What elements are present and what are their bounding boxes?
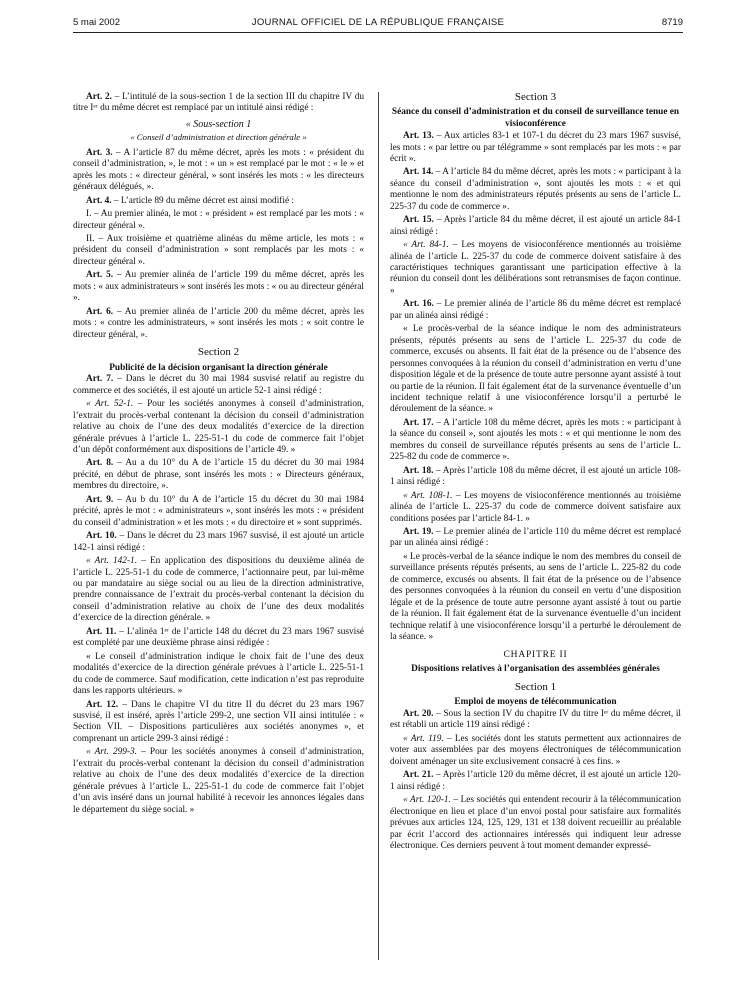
article-number: Art. 14.: [403, 167, 434, 178]
article-ref: « Art. 52-1.: [86, 399, 134, 410]
section-heading: Section 2: [197, 346, 240, 359]
article-text: – En application des dispositions du deuxième alinéa de l’article L. 225-51-1 du code de commerce, l’actionnaire peut, par lui-même ou par mandataire au siège social ou au lieu de la direction administrative, prendre connaissance de l’extrait du procès-verbal contenant la décision du conseil d’administration relative au choix de l’une des deux modalités d’exercice de la direction générale. »: [73, 556, 364, 624]
left-column: [73, 92, 364, 972]
article-paragraph: [73, 374, 364, 397]
article-text: – Dans le décret du 23 mars 1967 susvisé, il est ajouté un article 142-1 ainsi rédigé :: [73, 531, 364, 553]
article-text: – Pour les sociétés anonymes à conseil d’administration, l’extrait du procès-verbal contenant la décision du conseil d’administration relative au choix de l’une des deux modalités d’exercice de la direction générale prévues à l’article L. 225-51-1 du code de commerce fait l’objet d’un avis inséré dans un journal habilité à recevoir les annonces légales dans le département du siège social. »: [73, 747, 364, 815]
article-paragraph: [390, 131, 681, 165]
quoted-article: [73, 747, 364, 816]
chapter-heading: CHAPITRE II: [503, 649, 568, 660]
article-ref: « Art. 142-1.: [86, 556, 138, 567]
article-paragraph: [73, 92, 364, 115]
article-text: – Au a du 10° du A de l’article 15 du décret du 30 mai 1984 précité, en début de phrase, sont insérés les mots : « Directeurs généraux, membres du directoire, ».: [73, 458, 364, 492]
article-paragraph: [73, 627, 364, 650]
page-header: [73, 17, 683, 31]
quoted-article: [390, 734, 681, 768]
article-text: – Après l’article 108 du même décret, il est ajouté un article 108-1 ainsi rédigé :: [390, 465, 681, 488]
article-ref: « Art. 119.: [403, 733, 444, 744]
article-text: – Pour les sociétés anonymes à conseil d’administration, l’extrait du procès-verbal contenant la décision du conseil d’administration relative au choix de l’une des deux modalités d’exercice de la direction générale prévues à l’article L. 225-51-1 du code de commerce fait l’objet d’un dépôt conformément aux dispositions de l’article 49. »: [73, 399, 364, 456]
section-title: Dispositions relatives à l’organisation des assemblées générales: [411, 663, 660, 674]
article-number: Art. 10.: [86, 531, 117, 542]
article-paragraph: [73, 196, 364, 207]
article-text: – A l’article 108 du même décret, après les mots : « participant à la séance du conseil », sont ajoutés les mots : « et qui mentionne le nom des membres du conseil de surveillance réputés présents au sens de l’article L. 225-82 du code de commerce ».: [390, 417, 681, 463]
article-number: Art. 5.: [86, 270, 114, 281]
article-text: – Les sociétés dont les statuts permettent aux actionnaires de voter aux assemblées par des moyens électroniques de télécommunication doivent aménager un site exclusivement consacré à ces fins. »: [390, 733, 681, 767]
article-paragraph: [390, 466, 681, 489]
article-text: – Au b du 10° du A de l’article 15 du décret du 30 mai 1984 précité, après le mot : « administrateurs », sont insérés les mots : « président du conseil d’administration » et les mots : « du directoire et » sont supprimés.: [73, 494, 364, 528]
article-text: – Sous la section IV du chapitre IV du titre Iᵉʳ du même décret, il est rétabli un article 119 ainsi rédigé :: [390, 709, 681, 731]
paragraph: « Le procès-verbal de la séance indique le nom des administrateurs présents, réputés présents au sens de l’article L. 225-37 du code de commerce, excusés ou absents. Il fait état de la présence ou de l’absence des personnes convoquées à la réunion du conseil d’administration en vertu d’une disposition légale et de la présence de toute autre personne ayant assisté à tout ou partie de la réunion. Il fait également état de la survenance éventuelle d’un incident technique relatif à une visioconférence lorsqu’il a perturbé le déroulement de la séance. »: [390, 324, 681, 415]
article-number: Art. 19.: [403, 527, 434, 537]
article-ref: « Art. 299-3.: [86, 747, 137, 758]
paragraph: « Le conseil d’administration indique le choix fait de l’une des deux modalités d’exercice de la direction générale prévues à l’article L. 225-51-1 du code de commerce. Sauf modification, cette indication n’est pas reproduite dans les rapports ultérieurs. »: [73, 651, 364, 697]
article-text: – A l’article 87 du même décret, après les mots : « président du conseil d’administration, », le mot : « un » est remplacé par le mot : « le » et après les mots : « directeur général, » sont insérés les mots : « les directeurs généraux délégués, ».: [73, 147, 364, 193]
article-paragraph: [390, 299, 681, 322]
article-number: Art. 3.: [86, 147, 113, 158]
journal-title: JOURNAL OFFICIEL DE LA RÉPUBLIQUE FRANÇAISE: [251, 17, 505, 28]
article-number: Art. 4.: [86, 195, 112, 206]
article-paragraph: [73, 495, 364, 529]
section-title: Séance du conseil d’administration et du conseil de surveillance tenue en visioconférence: [391, 107, 680, 130]
article-text: – Dans le chapitre VI du titre II du décret du 23 mars 1967 susvisé, il est inséré, après l’article 299-2, une section VII ainsi intitulée : « Section VII. – Dispositions particulières aux sociétés anonymes », et comprenant un article 299-3 ainsi rédigé :: [73, 699, 364, 744]
article-paragraph: [390, 770, 681, 793]
section-title: Publicité de la décision organisant la direction générale: [109, 362, 328, 373]
article-number: Art. 9.: [86, 494, 114, 505]
article-text: – Les moyens de visioconférence mentionnés au troisième alinéa de l’article L. 225-37 du code de commerce doivent satisfaire à des caractéristiques techniques garantissant une participation effective à la réunion du conseil dont les délibérations sont retransmises de façon continue. »: [390, 240, 681, 296]
section-heading: Section 3: [514, 92, 557, 103]
article-text: – A l’article 84 du même décret, après les mots : « participant à la séance du conseil d’administration », sont ajoutés les mots : « et qui mentionne le nom des administrateurs réputés présents au sens de l’article L. 225-37 du code de commerce ».: [390, 167, 681, 212]
article-number: Art. 13.: [403, 131, 434, 142]
article-number: Art. 8.: [86, 458, 114, 469]
article-text: – Le premier alinéa de l’article 86 du même décret est remplacé par un alinéa ainsi rédigé :: [390, 299, 681, 321]
article-text: – Les sociétés qui entendent recourir à la télécommunication électronique en lieu et place d’un envoi postal pour satisfaire aux formalités prévues aux articles 124, 125, 129, 131 et 138 doivent recueillir au préalable par écrit l’accord des actionnaires intéressés qui indiquent leur adresse électronique. Ces derniers peuvent à tout moment demander expressé-: [390, 795, 681, 852]
section-heading: Section 1: [514, 680, 557, 693]
article-number: Art. 7.: [86, 374, 114, 385]
article-paragraph: [390, 527, 681, 550]
quoted-article: [73, 399, 364, 456]
article-number: Art. 15.: [403, 215, 434, 226]
article-text: – Dans le décret du 30 mai 1984 susvisé relatif au registre du commerce et des sociétés, il est ajouté un article 52-1 ainsi rédigé :: [73, 374, 364, 396]
article-paragraph: [73, 148, 364, 194]
article-text: – Le premier alinéa de l’article 110 du même décret est remplacé par un alinéa ainsi rédigé :: [390, 527, 681, 549]
article-text: – Au premier alinéa de l’article 199 du même décret, après les mots : « aux administrateurs » sont insérés les mots : « ou au directeur général ».: [73, 270, 364, 304]
article-text: – Les moyens de visioconférence mentionnés au troisième alinéa de l’article L. 225-37 du code de commerce doivent satisfaire aux conditions posées par l’article 84-1. »: [390, 490, 681, 524]
article-text: – L’article 89 du même décret est ainsi modifié :: [111, 195, 294, 206]
column-divider: [378, 92, 379, 960]
quoted-article: [390, 795, 681, 852]
article-number: Art. 16.: [403, 299, 434, 310]
header-rule: [73, 32, 683, 33]
article-text: – Aux articles 83-1 et 107-1 du décret du 23 mars 1967 susvisé, les mots : « par lettre ou par télégramme » sont remplacés par les mots : « par écrit ».: [390, 131, 681, 164]
article-paragraph: [390, 167, 681, 213]
paragraph: « Le procès-verbal de la séance indique le nom des membres du conseil de surveillance présents réputés présents, au sens de l’article L. 225-82 du code de commerce, excusés ou absents. Il fait état de la présence ou de l’absence des personnes convoquées à la réunion du conseil en vertu d’une disposition légale et de la présence de toute autre personne ayant assisté à tout ou partie de la réunion. Il fait également état de la survenance éventuelle d’un incident technique relatif à une visioconférence lorsqu’il a perturbé le déroulement de la séance. »: [390, 551, 681, 643]
page-number: 8719: [661, 17, 683, 28]
article-number: Art. 6.: [86, 306, 114, 317]
paragraph: I. – Au premier alinéa, le mot : « président » est remplacé par les mots : « directeur général ».: [73, 209, 364, 231]
article-text: – Après l’article 120 du même décret, il est ajouté un article 120-1 ainsi rédigé :: [390, 770, 681, 792]
article-ref: « Art. 120-1.: [403, 795, 451, 806]
article-text: – Après l’article 84 du même décret, il est ajouté un article 84-1 ainsi rédigé :: [390, 215, 681, 237]
subsection-heading: « Sous-section 1: [185, 118, 252, 130]
article-paragraph: [390, 418, 681, 464]
article-ref: « Art. 108-1.: [403, 490, 453, 501]
article-paragraph: [73, 700, 364, 746]
article-number: Art. 20.: [403, 709, 434, 720]
article-number: Art. 11.: [86, 626, 117, 637]
article-number: Art. 12.: [86, 699, 119, 710]
article-paragraph: [390, 215, 681, 238]
article-paragraph: [73, 270, 364, 304]
article-ref: « Art. 84-1.: [403, 240, 449, 251]
quoted-article: [390, 491, 681, 525]
article-paragraph: [73, 531, 364, 554]
article-number: Art. 2.: [86, 92, 112, 102]
paragraph: II. – Aux troisième et quatrième alinéas du même article, les mots : « président du conseil d’administration » sont remplacés par les mots : « directeur général ».: [73, 233, 364, 267]
article-paragraph: [73, 458, 364, 492]
article-number: Art. 17.: [403, 417, 434, 428]
article-paragraph: [390, 709, 681, 732]
article-text: – L’intitulé de la sous-section 1 de la section III du chapitre IV du titre Iᵉʳ du même décret est remplacé par un intitulé ainsi rédigé :: [73, 92, 364, 114]
issue-date: 5 mai 2002: [73, 17, 121, 28]
article-text: – L’alinéa 1ᵉʳ de l’article 148 du décret du 23 mars 1967 susvisé est complété par une deuxième phrase ainsi rédigée :: [73, 626, 364, 649]
article-text: – Au premier alinéa de l’article 200 du même décret, après les mots : « contre les administrateurs, » sont insérés les mots : « soit contre le directeur général, ».: [73, 306, 364, 340]
quoted-article: [73, 556, 364, 625]
subsection-title: « Conseil d’administration et direction générale »: [130, 132, 307, 143]
quoted-article: [390, 240, 681, 297]
section-title: Emploi de moyens de télécommunication: [454, 697, 617, 708]
article-paragraph: [73, 307, 364, 341]
article-number: Art. 21.: [403, 770, 434, 781]
article-number: Art. 18.: [403, 465, 434, 476]
right-column: [390, 92, 681, 972]
